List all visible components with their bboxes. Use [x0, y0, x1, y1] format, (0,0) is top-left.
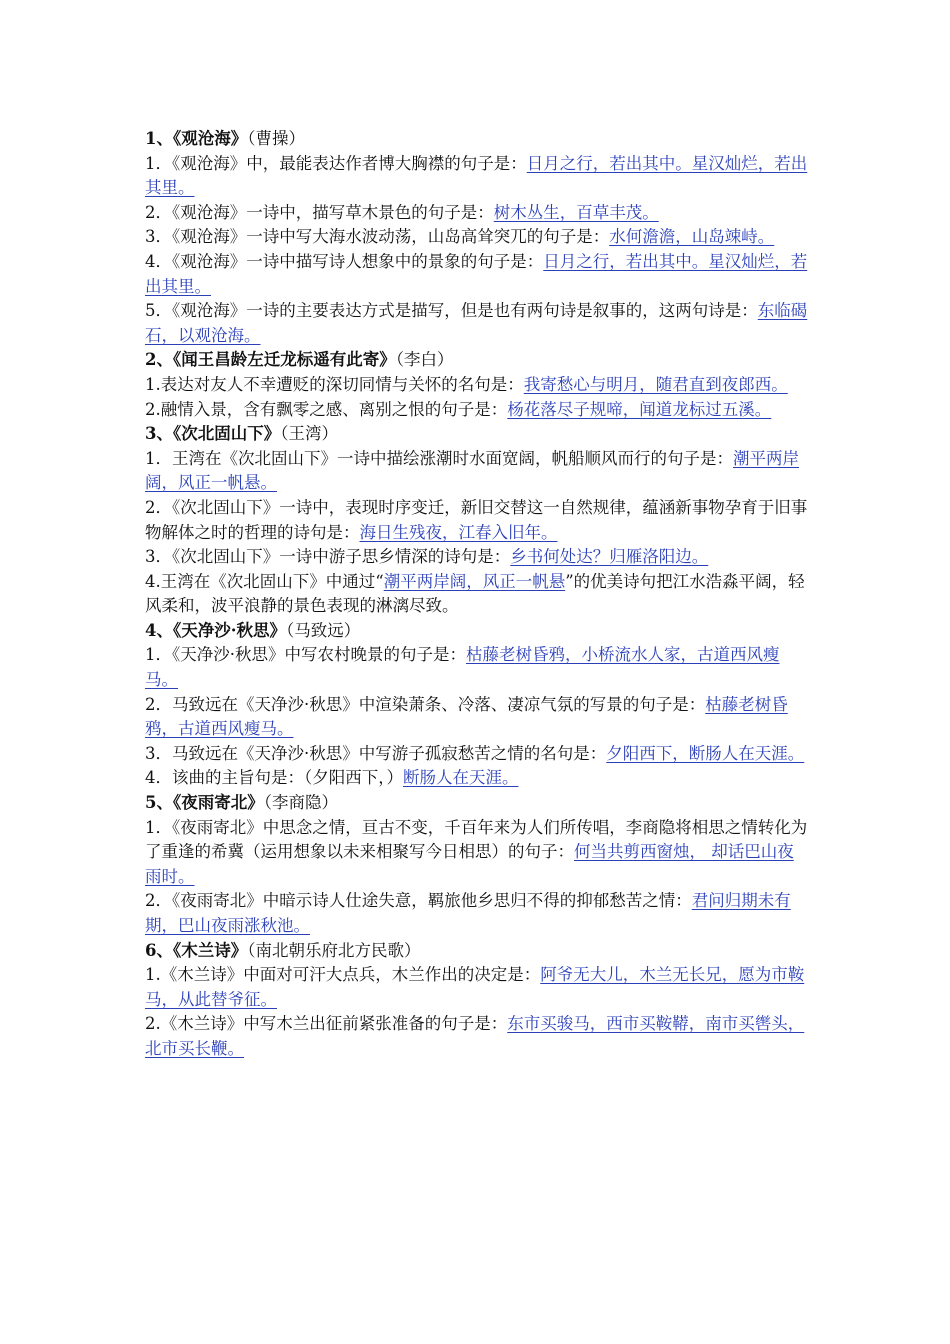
section-title: 6、《木兰诗》（南北朝乐府北方民歌） — [145, 940, 421, 960]
section-6 — [145, 939, 810, 1062]
question-item: 4．《观沧海》一诗中描写诗人想象中的景象的句子是：日月之行，若出其中。星汉灿烂，若出其里。 — [145, 251, 808, 296]
question-item: 2．《次北固山下》一诗中，表现时序变迁，新旧交替这一自然规律，蕴涵新事物孕育于旧事物解体之时的哲理的诗句是：海日生残夜，江春入旧年。 — [145, 497, 808, 542]
answer: 日月之行，若出其中。星汉灿烂，若出其里。 — [145, 251, 808, 296]
answer: 杨花落尽子规啼，闻道龙标过五溪。 — [507, 399, 772, 419]
answer: 夕阳西下，断肠人在天涯。 — [606, 743, 805, 763]
section-4 — [145, 619, 810, 791]
answer: 我寄愁心与明月，随君直到夜郎西。 — [523, 374, 788, 394]
answer: 海日生残夜，江春入旧年。 — [359, 522, 558, 542]
question-item: 4．该曲的主旨句是：（夕阳西下，）断肠人在天涯。 — [145, 768, 519, 788]
question-item: 1．王湾在《次北固山下》一诗中描绘涨潮时水面宽阔，帆船顺风而行的句子是：潮平两岸阔，风正一帆悬。 — [145, 448, 799, 493]
section-title: 3、《次北固山下》（王湾） — [145, 424, 338, 444]
author: （王湾） — [280, 424, 338, 444]
question-item: 1．《观沧海》中，最能表达作者博大胸襟的句子是：日月之行，若出其中。星汉灿烂，若出其里。 — [145, 153, 808, 198]
question-item: 2．《观沧海》一诗中，描写草木景色的句子是：树木丛生，百草丰茂。 — [145, 202, 659, 222]
answer: 枯藤老树昏鸦，小桥流水人家，古道西风瘦马。 — [145, 645, 780, 690]
question-item: 3．《观沧海》一诗中写大海水波动荡，山岛高耸突兀的句子是：水何澹澹，山岛竦峙。 — [145, 227, 775, 247]
section-5 — [145, 791, 810, 939]
question-item: 1．《夜雨寄北》中思念之情，亘古不变，千百年来为人们所传唱，李商隐将相思之情转化为了重逢的希冀（运用想象以未来相聚写今日相思）的句子：何当共剪西窗烛， 却话巴山夜雨时。 — [145, 817, 808, 886]
question-item: 2.《木兰诗》中写木兰出征前紧张准备的句子是：东市买骏马，西市买鞍鞯，南市买辔头，北市买长鞭。 — [145, 1014, 805, 1058]
answer: 断肠人在天涯。 — [403, 768, 519, 788]
answer: 何当共剪西窗烛， 却话巴山夜雨时。 — [145, 842, 794, 886]
author: （李商隐） — [263, 793, 338, 813]
question-item: 2.融情入景，含有飘零之感、离别之恨的句子是：杨花落尽子规啼，闻道龙标过五溪。 — [145, 399, 772, 419]
section-title: 2、《闻王昌龄左迁龙标遥有此寄》（李白） — [145, 350, 454, 370]
section-title: 4、《天净沙·秋思》（马致远） — [145, 620, 361, 640]
answer: 东市买骏马，西市买鞍鞯，南市买辔头，北市买长鞭。 — [145, 1014, 805, 1058]
question-item: 2．马致远在《天净沙·秋思》中渲染萧条、冷落、凄凉气氛的写景的句子是：枯藤老树昏鸦，古道西风瘦马。 — [145, 694, 788, 739]
section-1 — [145, 127, 810, 348]
question-item: 5．《观沧海》一诗的主要表达方式是描写，但是也有两句诗是叙事的，这两句诗是：东临碣石，以观沧海。 — [145, 301, 808, 345]
question-item: 1.表达对友人不幸遭贬的深切同情与关怀的名句是：我寄愁心与明月，随君直到夜郎西。 — [145, 374, 788, 394]
author: （李白） — [395, 350, 454, 370]
author: （曹操） — [247, 129, 305, 148]
answer: 君问归期未有期，巴山夜雨涨秋池。 — [145, 891, 791, 935]
section-2 — [145, 348, 810, 422]
document-page — [145, 127, 810, 1062]
question-item: 1．《天净沙·秋思》中写农村晚景的句子是：枯藤老树昏鸦，小桥流水人家，古道西风瘦马。 — [145, 645, 780, 690]
answer: 潮平两岸阔，风正一帆悬。 — [145, 448, 799, 493]
author: （南北朝乐府北方民歌） — [247, 940, 421, 960]
question-item: 3．《次北固山下》一诗中游子思乡情深的诗句是：乡书何处达？归雁洛阳边。 — [145, 547, 709, 567]
answer: 阿爷无大儿，木兰无长兄，愿为市鞍马，从此替爷征。 — [145, 965, 805, 1009]
question-item: 1.《木兰诗》中面对可汗大点兵，木兰作出的决定是：阿爷无大儿，木兰无长兄，愿为市鞍马，从此替爷征。 — [145, 965, 805, 1009]
question-item: 2．《夜雨寄北》中暗示诗人仕途失意，羁旅他乡思归不得的抑郁愁苦之情：君问归期未有期，巴山夜雨涨秋池。 — [145, 891, 791, 935]
answer: 水何澹澹，山岛竦峙。 — [609, 227, 775, 247]
section-title: 5、《夜雨寄北》（李商隐） — [145, 793, 338, 813]
answer: 日月之行，若出其中。星汉灿烂，若出其里。 — [145, 153, 808, 198]
author: （马致远） — [285, 620, 361, 640]
answer: 枯藤老树昏鸦，古道西风瘦马。 — [145, 694, 788, 739]
answer: 树木丛生，百草丰茂。 — [493, 202, 659, 222]
question-item: 4.王湾在《次北固山下》中通过“潮平两岸阔，风正一帆悬”的优美诗句把江水浩淼平阔，轻风柔和，波平浪静的景色表现的淋漓尽致。 — [145, 571, 805, 616]
answer: 潮平两岸阔，风正一帆悬 — [383, 571, 566, 591]
answer: 东临碣石，以观沧海。 — [145, 301, 808, 345]
section-3 — [145, 422, 810, 619]
answer: 乡书何处达？归雁洛阳边。 — [510, 547, 709, 567]
section-title: 1、《观沧海》（曹操） — [145, 129, 305, 148]
question-item: 3．马致远在《天净沙·秋思》中写游子孤寂愁苦之情的名句是：夕阳西下，断肠人在天涯。 — [145, 743, 805, 763]
